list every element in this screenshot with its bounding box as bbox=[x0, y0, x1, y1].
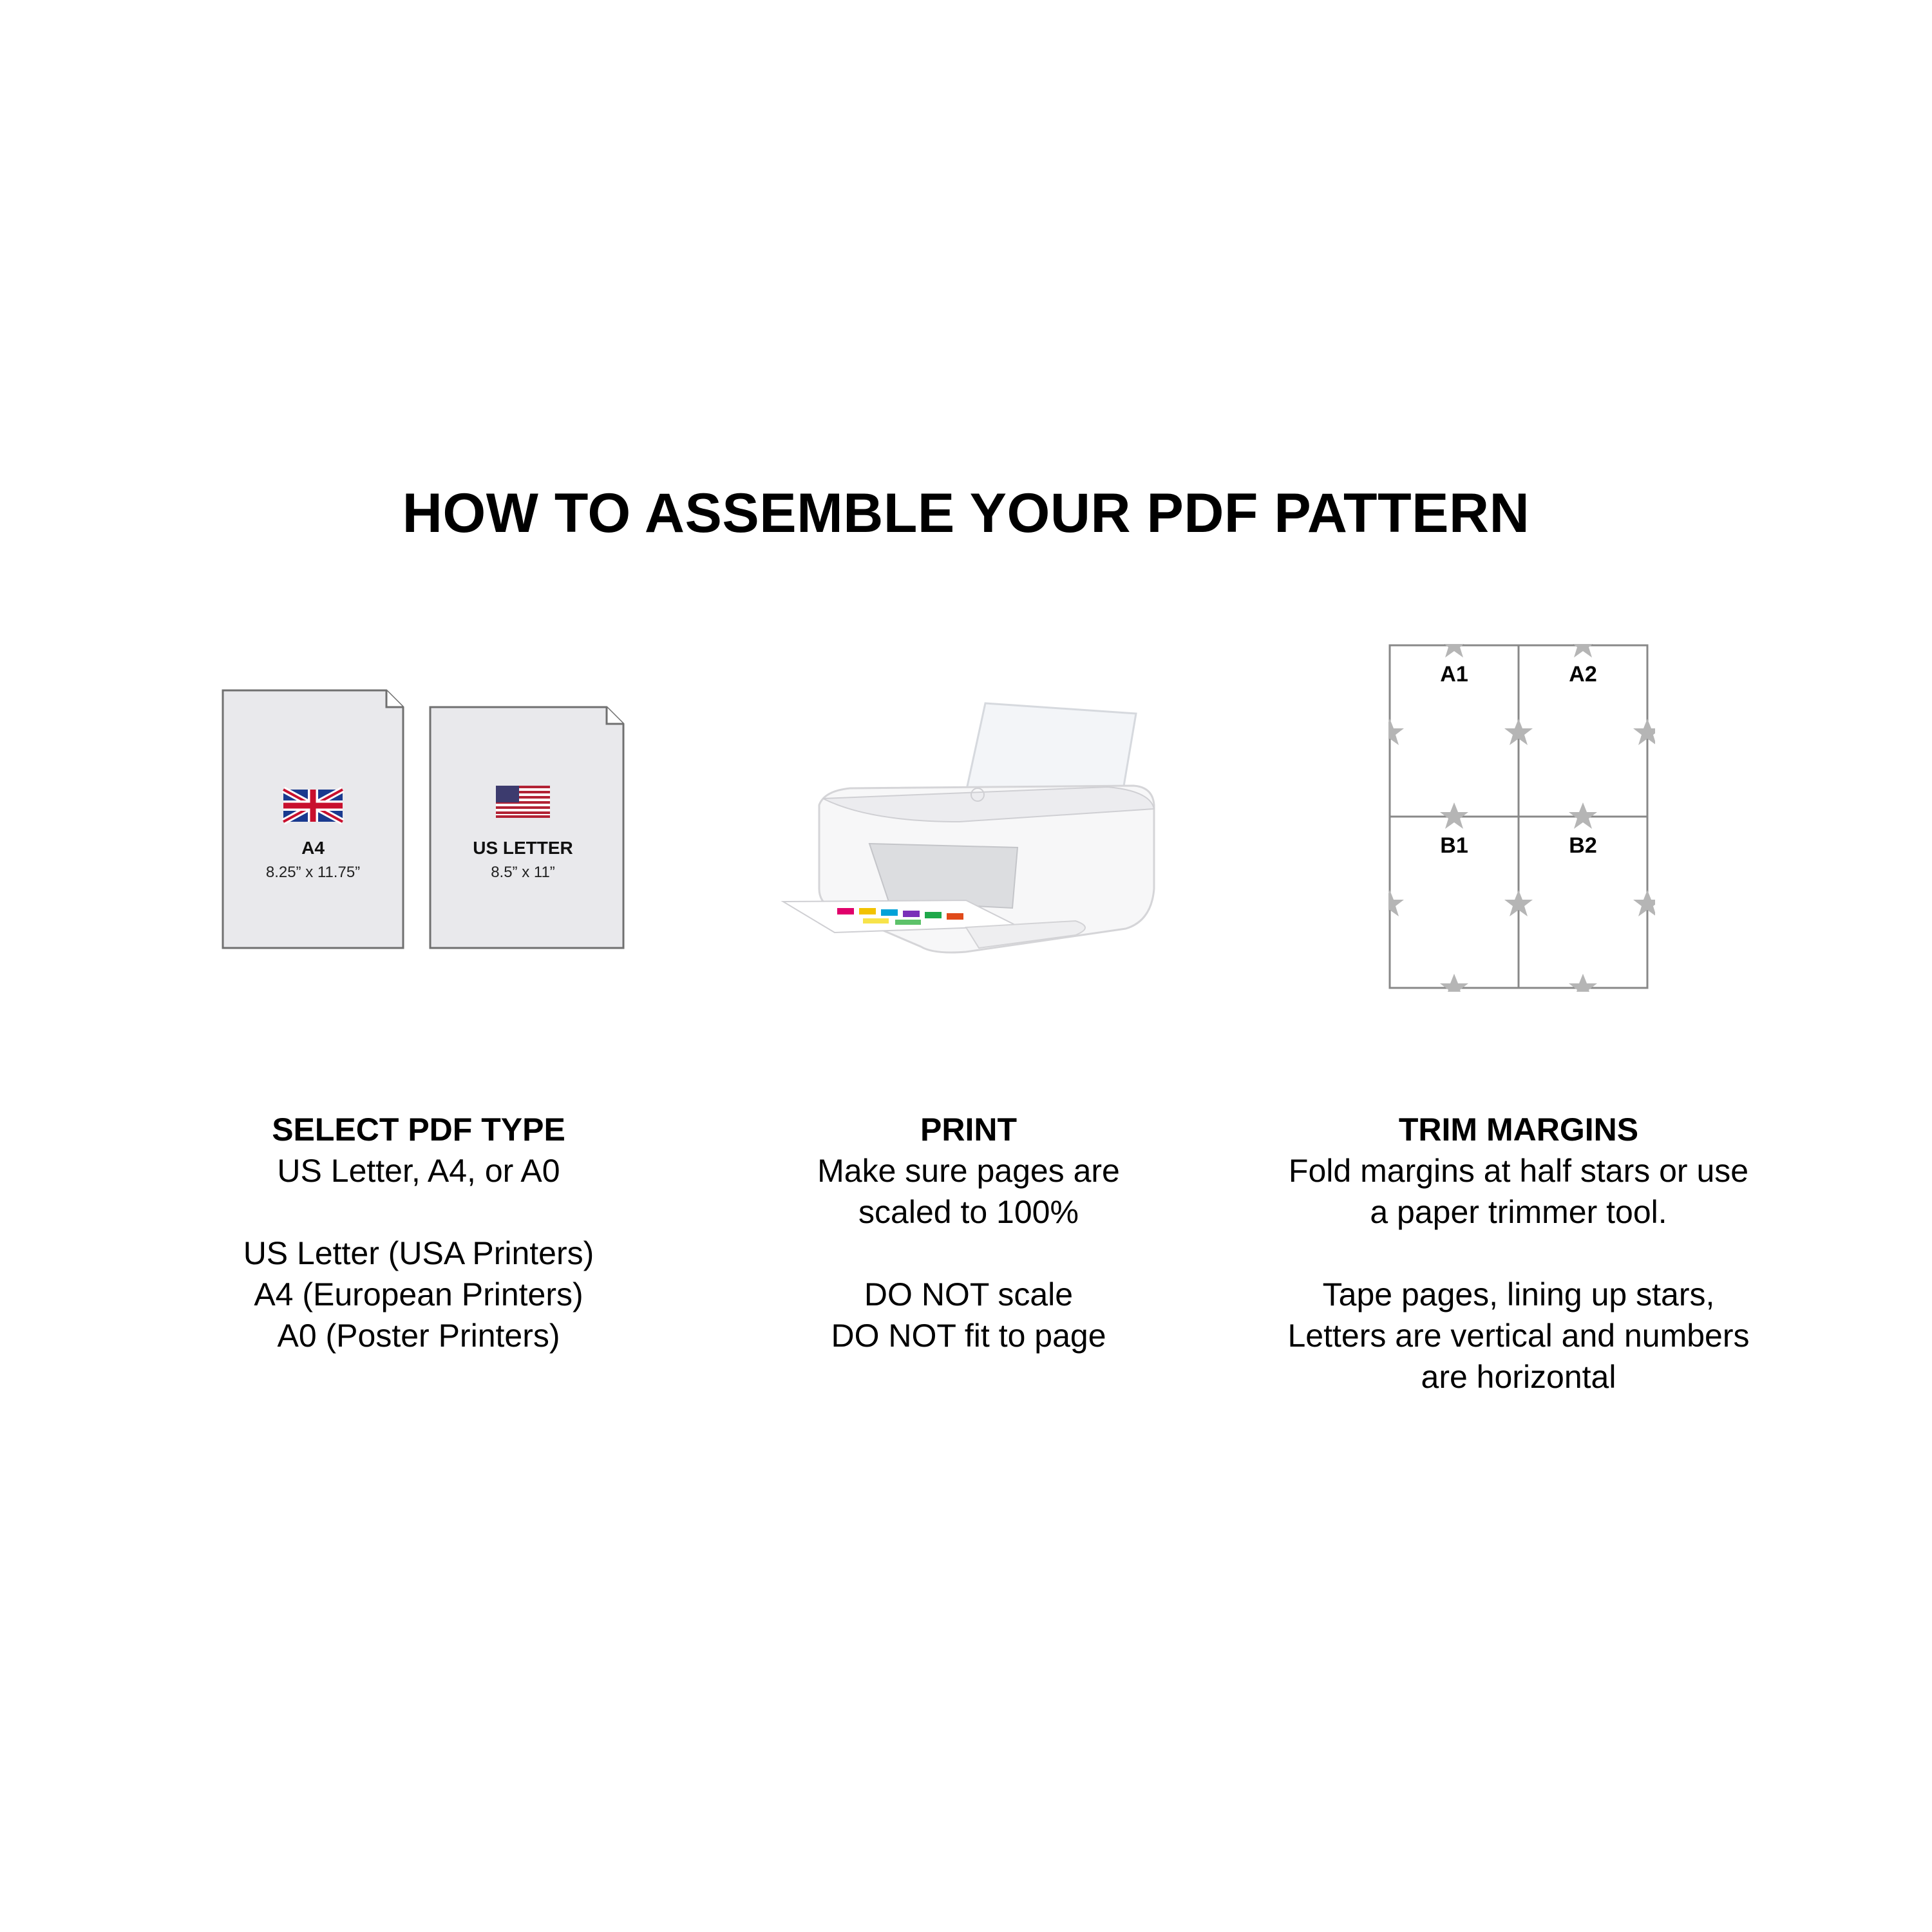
step-heading: PRINT bbox=[920, 1112, 1017, 1148]
tile-label-b2: B2 bbox=[1569, 833, 1597, 858]
step-heading: TRIM MARGINS bbox=[1398, 1112, 1639, 1148]
a4-size: 8.25” x 11.75” bbox=[265, 864, 361, 881]
step-text: Letters are vertical and numbers bbox=[1287, 1318, 1750, 1354]
step-heading: SELECT PDF TYPE bbox=[272, 1112, 565, 1148]
uk-flag-icon bbox=[283, 790, 343, 822]
step-text: Tape pages, lining up stars, bbox=[1322, 1276, 1715, 1312]
step-print bbox=[679, 1109, 1258, 1356]
paper-sizes-illustration bbox=[213, 676, 638, 960]
tile-label-a2: A2 bbox=[1569, 662, 1597, 687]
page-title: HOW TO ASSEMBLE YOUR PDF PATTERN bbox=[402, 482, 1530, 544]
us-letter-label: US LETTER bbox=[473, 838, 573, 858]
printer-icon bbox=[773, 696, 1172, 966]
step-text: US Letter (USA Printers) bbox=[243, 1235, 594, 1271]
step-text: scaled to 100% bbox=[858, 1194, 1079, 1230]
step-text: Fold margins at half stars or use bbox=[1288, 1153, 1749, 1189]
step-text: US Letter, A4, or A0 bbox=[277, 1153, 560, 1189]
step-text: a paper trimmer tool. bbox=[1370, 1194, 1667, 1230]
step-text: DO NOT fit to page bbox=[831, 1318, 1106, 1354]
tile-label-b1: B1 bbox=[1440, 833, 1468, 858]
us-letter-paper-icon bbox=[430, 707, 623, 948]
tiled-pages-diagram bbox=[1388, 644, 1655, 992]
us-letter-size: 8.5” x 11” bbox=[491, 864, 555, 881]
step-text: Make sure pages are bbox=[817, 1153, 1120, 1189]
a4-label: A4 bbox=[301, 838, 325, 858]
tile-label-a1: A1 bbox=[1440, 662, 1468, 687]
step-trim-margins bbox=[1229, 1109, 1808, 1397]
us-flag-icon bbox=[496, 786, 550, 818]
step-text: A4 (European Printers) bbox=[254, 1276, 583, 1312]
step-text: are horizontal bbox=[1421, 1359, 1616, 1395]
step-text: A0 (Poster Printers) bbox=[277, 1318, 560, 1354]
step-select-pdf-type bbox=[129, 1109, 708, 1356]
step-text: DO NOT scale bbox=[864, 1276, 1074, 1312]
